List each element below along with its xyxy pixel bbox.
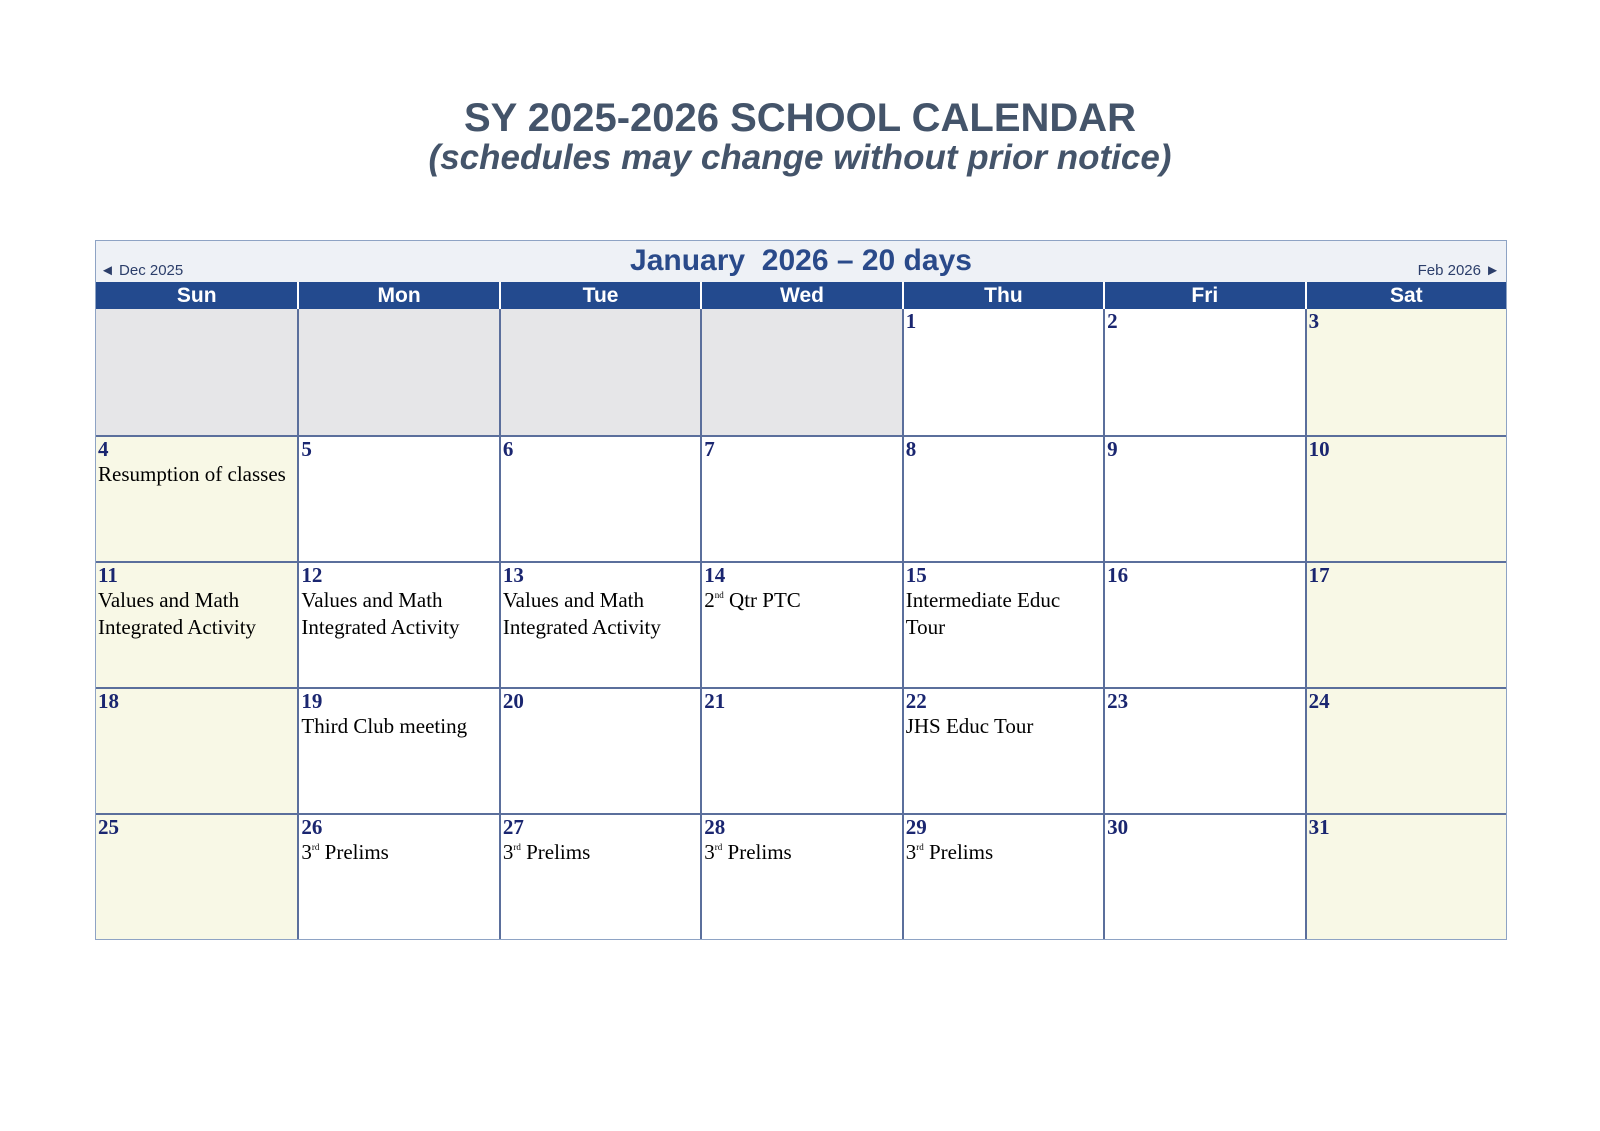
calendar-day — [297, 435, 498, 561]
calendar-day — [1305, 813, 1506, 939]
calendar-day — [902, 561, 1103, 687]
event-text: Prelims — [319, 840, 389, 864]
day-number: 18 — [98, 689, 119, 713]
calendar-day — [499, 561, 700, 687]
event-ordinal-suffix: rd — [513, 842, 521, 852]
day-number: 23 — [1107, 689, 1129, 713]
event-ordinal-suffix: rd — [916, 842, 924, 852]
day-number: 14 — [704, 563, 726, 587]
calendar-day — [297, 561, 498, 687]
day-number: 27 — [502, 815, 524, 839]
day-number: 31 — [1308, 815, 1330, 839]
month-calendar — [95, 240, 1507, 940]
event-ordinal: 3 — [704, 840, 715, 864]
calendar-day — [902, 813, 1103, 939]
prev-month-link[interactable]: ◄ Dec 2025 — [100, 262, 184, 279]
calendar-day — [1103, 435, 1304, 561]
calendar-event — [301, 839, 496, 866]
day-number: 10 — [1308, 437, 1330, 461]
calendar-day-empty — [499, 309, 700, 435]
calendar-event: Values and Math Integrated Activity — [301, 588, 460, 639]
calendar-event: JHS Educ Tour — [905, 714, 1034, 738]
day-number: 21 — [704, 689, 726, 713]
calendar-day — [96, 687, 297, 813]
event-ordinal-suffix: rd — [714, 842, 723, 852]
day-number: 17 — [1308, 563, 1330, 587]
calendar-event: Values and Math Integrated Activity — [98, 588, 257, 639]
day-number: 25 — [98, 815, 119, 839]
calendar-day — [1103, 561, 1304, 687]
calendar-day — [700, 813, 901, 939]
calendar-day — [499, 435, 700, 561]
calendar-event: Values and Math Integrated Activity — [502, 588, 661, 639]
calendar-event — [503, 839, 698, 866]
event-text: Prelims — [722, 840, 792, 864]
day-number: 8 — [905, 437, 917, 461]
day-number: 19 — [301, 689, 323, 713]
calendar-day — [96, 813, 297, 939]
page-title: SY 2025-2026 SCHOOL CALENDAR — [463, 96, 1137, 140]
day-number: 30 — [1107, 815, 1129, 839]
calendar-day — [1305, 687, 1506, 813]
calendar-event: Third Club meeting — [301, 714, 468, 738]
calendar-day — [902, 687, 1103, 813]
day-number: 2 — [1107, 309, 1118, 333]
event-ordinal: 3 — [905, 840, 917, 864]
calendar-event — [704, 839, 899, 866]
calendar-event: Intermediate Educ Tour — [905, 588, 1061, 639]
weekday-header: Sat — [1305, 282, 1506, 309]
calendar-day-empty — [700, 309, 901, 435]
calendar-event: Resumption of classes — [98, 462, 286, 486]
day-number: 1 — [905, 309, 917, 333]
day-number: 15 — [905, 563, 927, 587]
weekday-header: Mon — [297, 282, 498, 309]
event-ordinal-suffix: rd — [311, 842, 320, 852]
calendar-day — [499, 687, 700, 813]
days-grid — [96, 309, 1506, 939]
event-ordinal: 2 — [704, 588, 715, 612]
calendar-day — [1305, 561, 1506, 687]
event-ordinal: 3 — [301, 840, 312, 864]
month-header — [96, 241, 1506, 282]
page-subtitle: (schedules may change without prior notice) — [428, 138, 1172, 177]
event-text: Prelims — [923, 840, 994, 864]
calendar-day — [297, 813, 498, 939]
day-number: 3 — [1308, 309, 1320, 333]
calendar-day-empty — [96, 309, 297, 435]
calendar-day — [96, 561, 297, 687]
day-number: 5 — [301, 437, 312, 461]
calendar-day — [96, 435, 297, 561]
day-number: 6 — [502, 437, 514, 461]
day-number: 11 — [98, 563, 118, 587]
calendar-day — [902, 435, 1103, 561]
calendar-day-empty — [297, 309, 498, 435]
weekday-header-row — [96, 282, 1506, 309]
day-number: 4 — [98, 437, 109, 461]
weekday-header: Thu — [902, 282, 1103, 309]
day-number: 9 — [1107, 437, 1118, 461]
day-number: 13 — [502, 563, 524, 587]
event-text: Qtr PTC — [723, 588, 801, 612]
calendar-day — [1103, 309, 1304, 435]
day-number: 26 — [301, 815, 323, 839]
calendar-day — [700, 561, 901, 687]
event-ordinal: 3 — [502, 840, 514, 864]
day-number: 29 — [905, 815, 927, 839]
weekday-header: Fri — [1103, 282, 1304, 309]
calendar-day — [1305, 309, 1506, 435]
calendar-day — [1103, 813, 1304, 939]
weekday-header: Sun — [96, 282, 297, 309]
day-number: 20 — [502, 689, 524, 713]
weekday-header: Tue — [499, 282, 700, 309]
calendar-day — [297, 687, 498, 813]
calendar-day — [1305, 435, 1506, 561]
day-number: 28 — [704, 815, 726, 839]
calendar-event — [704, 587, 899, 614]
event-text: Prelims — [520, 840, 591, 864]
calendar-day — [700, 687, 901, 813]
day-number: 24 — [1308, 689, 1330, 713]
weekday-header: Wed — [700, 282, 901, 309]
calendar-day — [1103, 687, 1304, 813]
calendar-day — [902, 309, 1103, 435]
day-number: 16 — [1107, 563, 1129, 587]
calendar-event — [906, 839, 1101, 866]
day-number: 7 — [704, 437, 715, 461]
calendar-day — [700, 435, 901, 561]
day-number: 22 — [905, 689, 927, 713]
next-month-link[interactable]: Feb 2026 ► — [1417, 262, 1500, 279]
event-ordinal-suffix: nd — [714, 590, 724, 600]
day-number: 12 — [301, 563, 323, 587]
calendar-day — [499, 813, 700, 939]
month-title: January 2026 – 20 days — [630, 244, 972, 277]
